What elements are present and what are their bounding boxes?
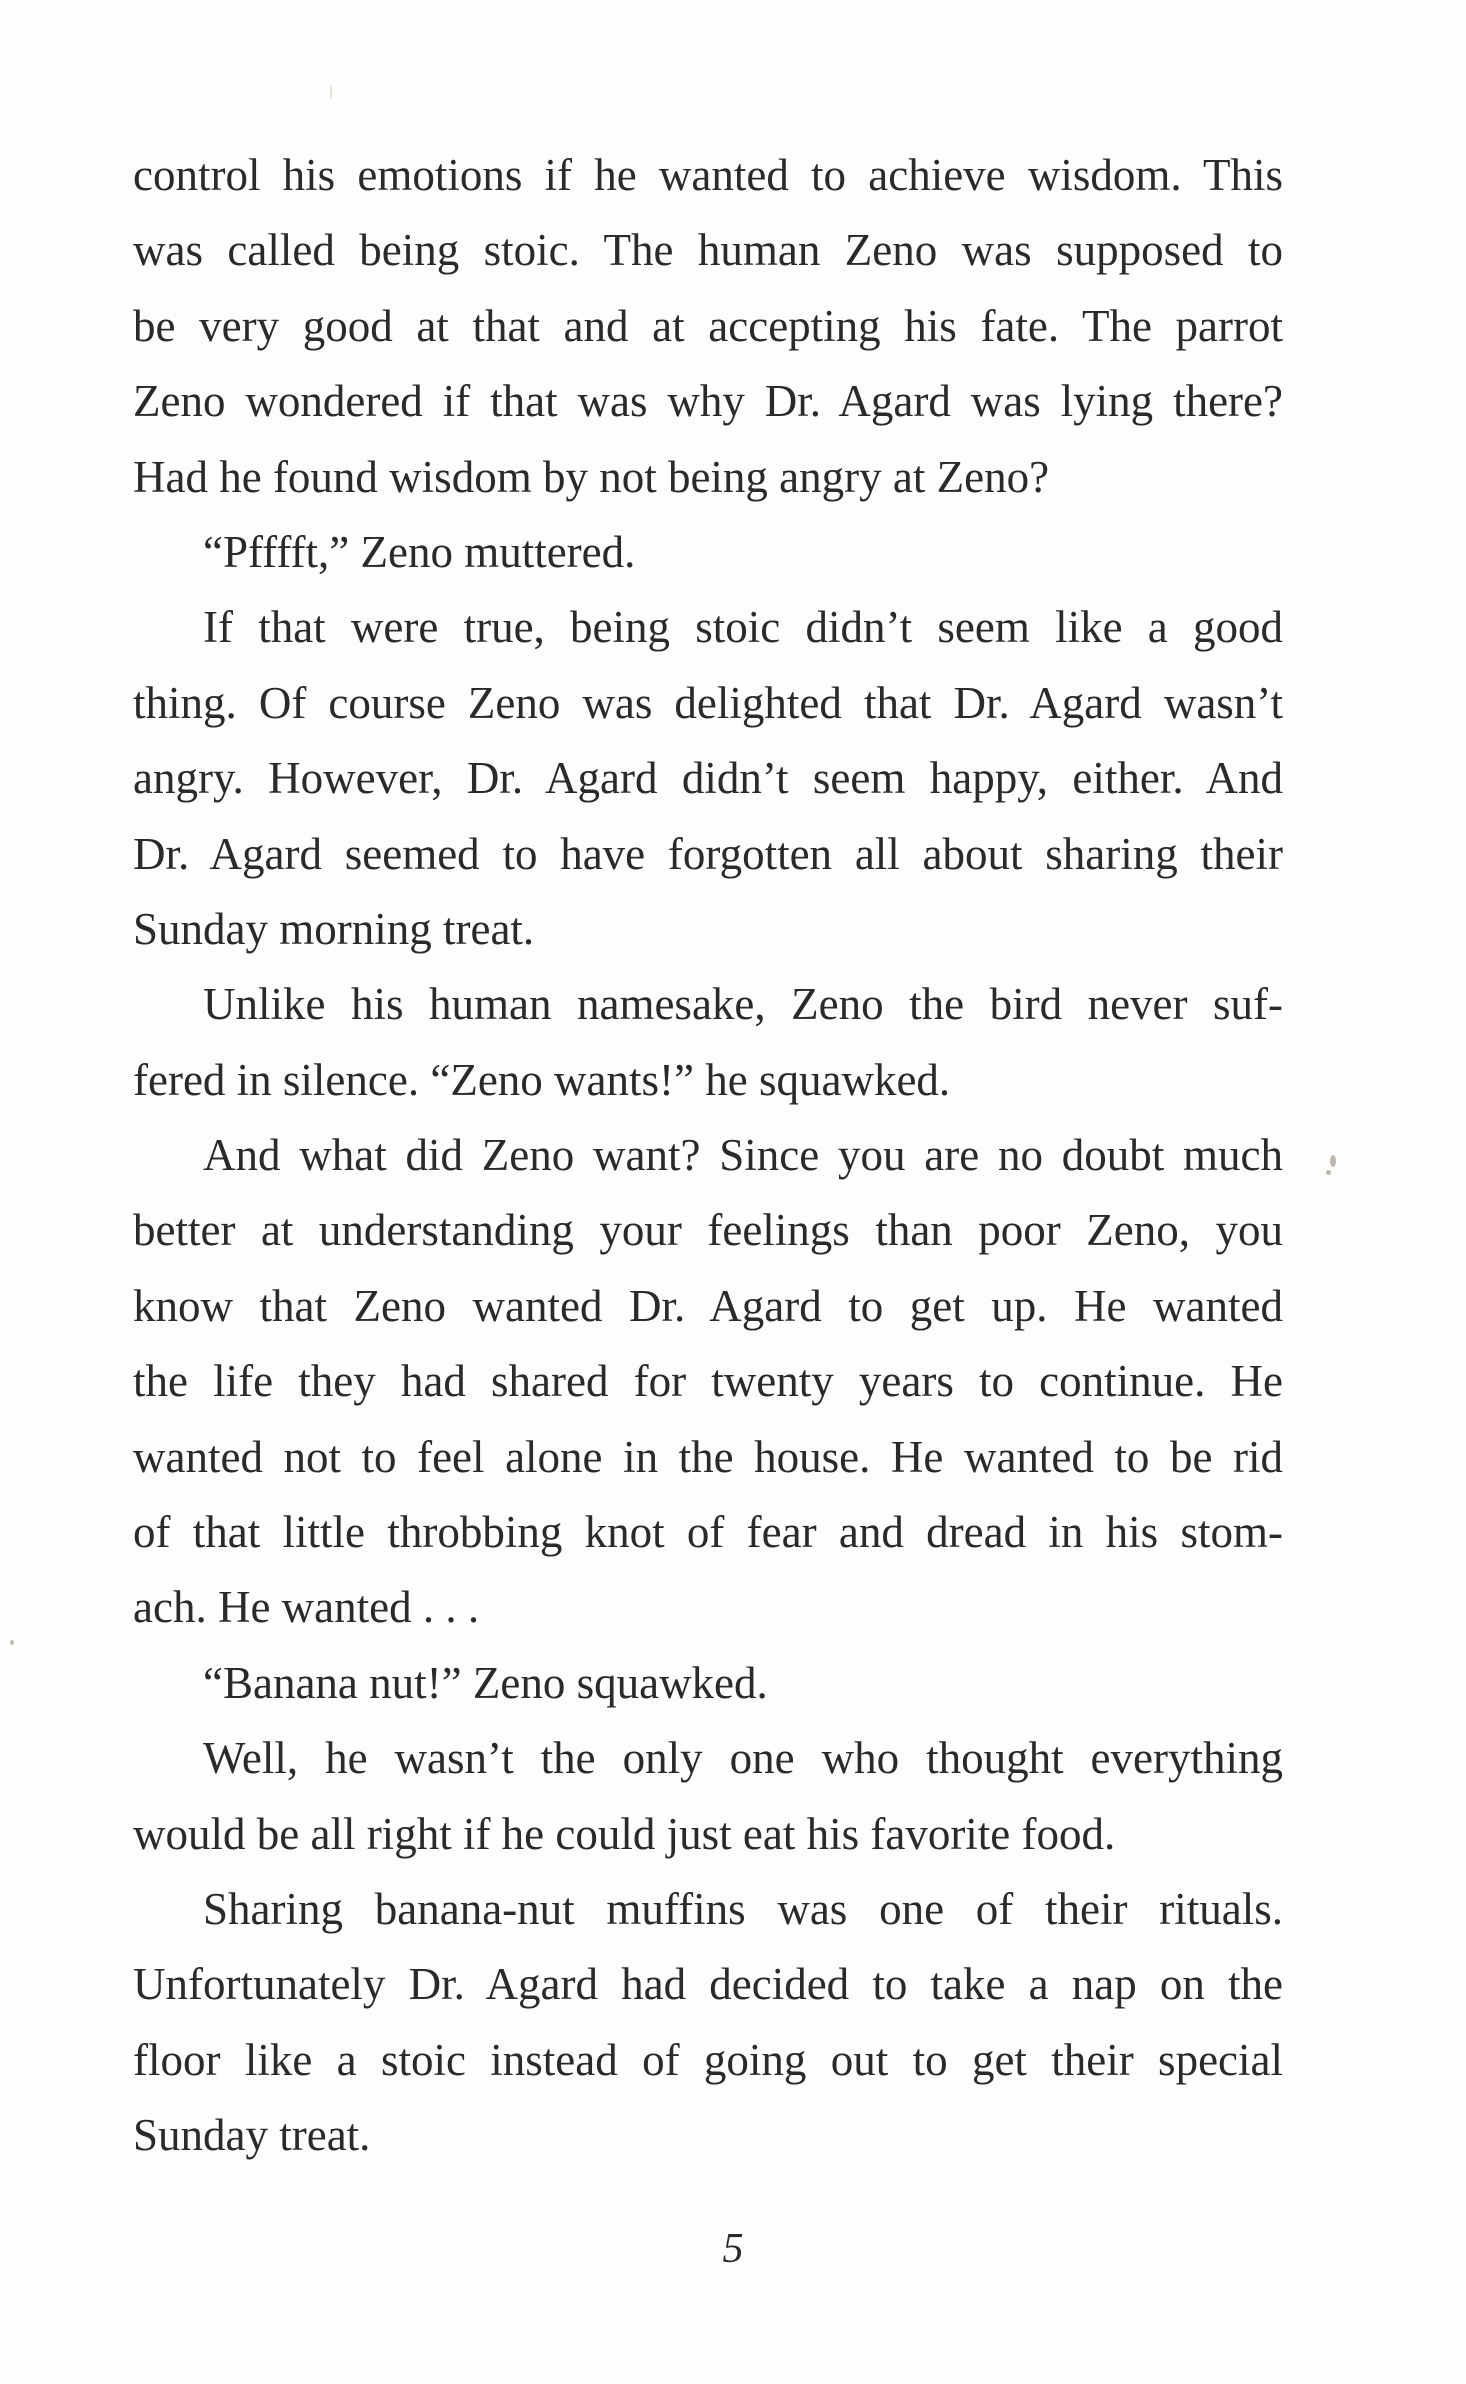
text-line: Sharing banana-nut muffins was one of their rituals. (203, 1883, 1283, 1934)
text-line: Unlike his human namesake, Zeno the bird never suf- (203, 979, 1283, 1030)
paper-speck (330, 85, 332, 99)
text-line: be very good at that and at accepting his fate. The parrot (133, 300, 1283, 351)
page-number: 5 (722, 2226, 744, 2272)
text-line: the life they had shared for twenty years to continue. He (133, 1356, 1283, 1407)
text-line: Unfortunately Dr. Agard had decided to take a nap on the (133, 1959, 1283, 2010)
text-line: floor like a stoic instead of going out to get their special (133, 2034, 1283, 2085)
text-line: “Banana nut!” Zeno squawked. (203, 1657, 768, 1708)
paper-speck (1330, 1155, 1336, 1167)
text-line: “Pfffft,” Zeno muttered. (203, 526, 636, 577)
text-line: Sunday treat. (133, 2110, 371, 2161)
text-line: And what did Zeno want? Since you are no doubt much (203, 1130, 1283, 1181)
text-line: thing. Of course Zeno was delighted that Dr. Agard wasn’t (133, 677, 1283, 728)
text-line: would be all right if he could just eat his favorite food. (133, 1808, 1116, 1859)
text-line: Well, he wasn’t the only one who thought everything (203, 1733, 1283, 1784)
text-line: angry. However, Dr. Agard didn’t seem happy, either. And (133, 753, 1283, 804)
text-line: Zeno wondered if that was why Dr. Agard was lying there? (133, 376, 1283, 427)
paper-speck (10, 1640, 14, 1645)
text-line: was called being stoic. The human Zeno was supposed to (133, 225, 1283, 276)
text-line: If that were true, being stoic didn’t seem like a good (203, 602, 1283, 653)
text-line: Had he found wisdom by not being angry at Zeno? (133, 451, 1050, 502)
text-line: of that little throbbing knot of fear and dread in his stom- (133, 1507, 1283, 1558)
text-line: control his emotions if he wanted to achieve wisdom. This (133, 150, 1283, 200)
text-line: Sunday morning treat. (133, 903, 535, 954)
paper-speck (1326, 1170, 1331, 1175)
body-text (133, 138, 1283, 2174)
text-line: better at understanding your feelings than poor Zeno, you (133, 1205, 1283, 1256)
text-line: ach. He wanted . . . (133, 1582, 480, 1633)
text-line: fered in silence. “Zeno wants!” he squawked. (133, 1054, 951, 1105)
text-line: know that Zeno wanted Dr. Agard to get up. He wanted (133, 1280, 1283, 1331)
text-line: wanted not to feel alone in the house. He wanted to be rid (133, 1431, 1283, 1482)
text-line: Dr. Agard seemed to have forgotten all about sharing their (133, 828, 1283, 879)
